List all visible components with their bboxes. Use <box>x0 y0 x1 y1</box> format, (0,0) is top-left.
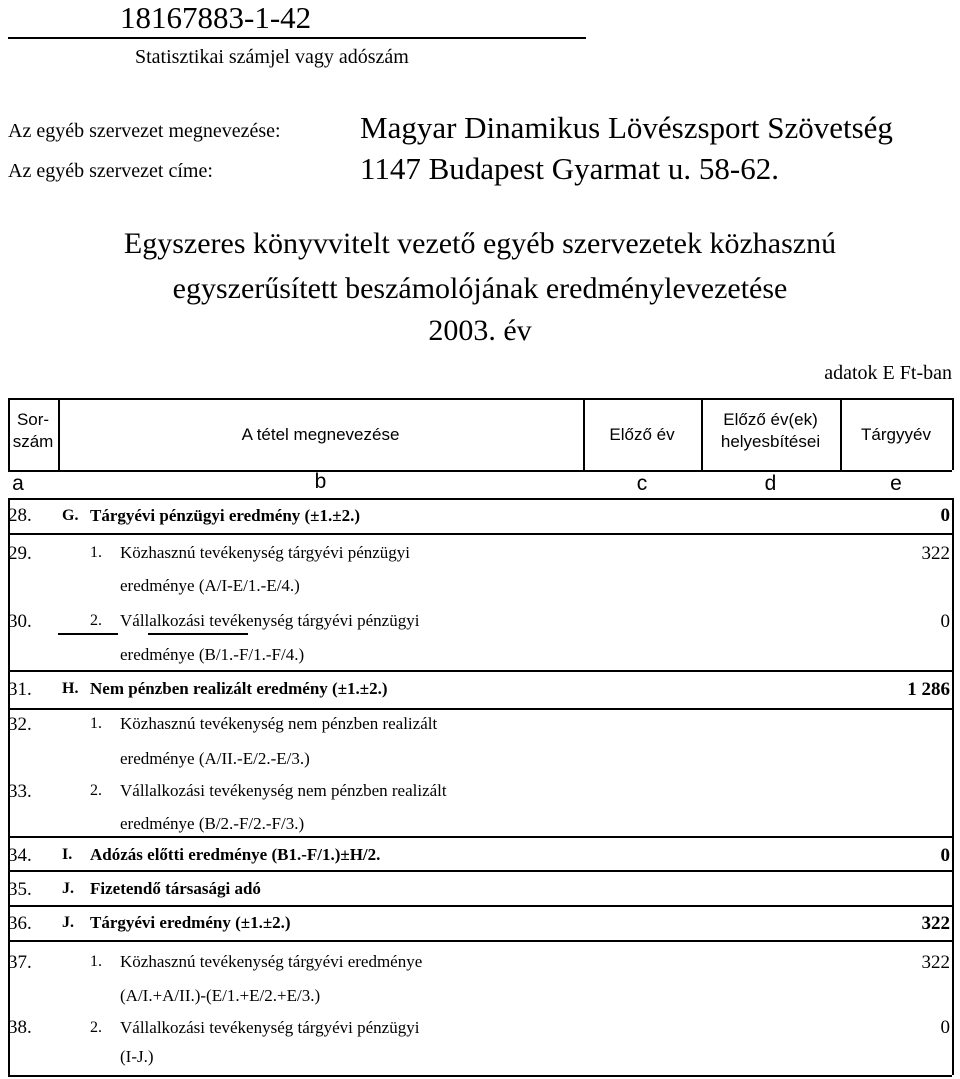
org-name-label: Az egyéb szervezet megnevezése: <box>8 120 281 142</box>
col-header-corrections-top: Előző év(ek) <box>723 410 818 429</box>
row-sub: 1. <box>90 953 102 970</box>
grid-line <box>8 398 952 400</box>
row-line1: Vállalkozási tevékenység tárgyévi pénzügyi <box>120 1018 420 1037</box>
row-line1: Vállalkozási tevékenység nem pénzben realizált <box>120 781 447 800</box>
col-header-name: A tétel megnevezése <box>241 425 400 444</box>
row-sub: 2. <box>90 1019 102 1036</box>
grid-line <box>8 1075 952 1077</box>
row-value: 1 286 <box>907 679 950 700</box>
row-line1: Közhasznú tevékenység nem pénzben realizált <box>120 714 438 733</box>
tax-id-label: Statisztikai számjel vagy adószám <box>135 46 409 68</box>
row-line1: Vállalkozási tevékenység tárgyévi pénzügyi <box>120 611 420 630</box>
row-sub: 2. <box>90 782 102 799</box>
row-value: 322 <box>921 913 950 934</box>
row-sub: G. <box>62 507 79 524</box>
row-value: 0 <box>940 611 950 632</box>
row-number: 32. <box>8 714 32 735</box>
row-line2: (I-J.) <box>120 1047 154 1066</box>
grid-line <box>8 836 952 838</box>
row-sub: H. <box>62 680 79 697</box>
tax-id-underline <box>8 37 586 39</box>
row-line2: eredménye (B/2.-F/2.-F/3.) <box>120 814 305 833</box>
col-letter-b: b <box>314 470 327 493</box>
col-letter-c: c <box>636 472 648 495</box>
grid-line <box>58 633 118 635</box>
report-year: 2003. év <box>428 314 532 347</box>
row-number: 34. <box>8 845 32 866</box>
row-line1: Közhasznú tevékenység tárgyévi pénzügyi <box>120 543 411 562</box>
row-number: 33. <box>8 781 32 802</box>
row-number: 35. <box>8 879 32 900</box>
grid-line <box>8 905 952 907</box>
row-line2: eredménye (A/I-E/1.-E/4.) <box>120 576 300 595</box>
row-value: 322 <box>921 952 950 973</box>
col-header-sorszam-top: Sor- <box>16 410 50 429</box>
row-line1: Nem pénzben realizált eredmény (±1.±2.) <box>90 679 388 698</box>
row-number: 38. <box>8 1017 32 1038</box>
col-header-sorszam <box>8 409 58 453</box>
row-line1: Közhasznú tevékenység tárgyévi eredménye <box>120 952 423 971</box>
grid-line <box>952 498 954 1075</box>
row-line2: (A/I.+A/II.)-(E/1.+E/2.+E/3.) <box>120 986 321 1005</box>
grid-line <box>148 633 248 635</box>
row-sub: 1. <box>90 544 102 561</box>
org-address: 1147 Budapest Gyarmat u. 58-62. <box>360 151 779 186</box>
row-sub: 1. <box>90 715 102 732</box>
row-value: 322 <box>921 543 950 564</box>
row-sub: J. <box>62 914 74 931</box>
report-title-line1: Egyszeres könyvvitelt vezető egyéb szervezetek közhasznú <box>123 227 837 260</box>
row-number: 37. <box>8 952 32 973</box>
row-sub: I. <box>62 846 73 863</box>
col-header-current-year: Tárgyyév <box>861 425 931 444</box>
row-line1: Tárgyévi eredmény (±1.±2.) <box>90 913 291 932</box>
row-number: 29. <box>8 543 32 564</box>
row-line1: Tárgyévi pénzügyi eredmény (±1.±2.) <box>90 506 361 525</box>
row-line2: eredménye (A/II.-E/2.-E/3.) <box>120 749 310 768</box>
col-header-sorszam-bottom: szám <box>12 432 54 451</box>
grid-line <box>8 533 952 535</box>
col-header-prev-year: Előző év <box>609 425 675 444</box>
row-line2: eredménye (B/1.-F/1.-F/4.) <box>120 645 305 664</box>
row-value: 0 <box>940 1017 950 1038</box>
report-title-line2: egyszerűsített beszámolójának eredménylevezetése <box>172 272 788 305</box>
grid-line <box>8 498 952 500</box>
unit-note: adatok E Ft-ban <box>824 362 952 384</box>
grid-line <box>8 940 952 942</box>
row-value: 0 <box>940 845 950 866</box>
row-number: 28. <box>8 505 32 526</box>
grid-line <box>8 670 952 672</box>
grid-line <box>952 398 954 470</box>
row-number: 31. <box>8 679 32 700</box>
grid-line <box>8 708 952 710</box>
col-letter-a: a <box>12 472 24 495</box>
col-header-corrections <box>701 409 840 453</box>
row-line1: Adózás előtti eredménye (B1.-F/1.)±H/2. <box>90 845 381 864</box>
row-line1: Fizetendő társasági adó <box>90 879 261 898</box>
grid-line <box>8 870 952 872</box>
col-header-corrections-bottom: helyesbítései <box>720 432 821 451</box>
org-name: Magyar Dinamikus Lövészsport Szövetség <box>360 110 893 145</box>
org-address-label: Az egyéb szervezet címe: <box>8 160 213 182</box>
row-sub: J. <box>62 880 74 897</box>
row-number: 30. <box>8 611 32 632</box>
col-letter-d: d <box>764 472 777 495</box>
row-value: 0 <box>940 505 950 526</box>
tax-id: 18167883-1-42 <box>120 0 312 35</box>
row-number: 36. <box>8 913 32 934</box>
row-sub: 2. <box>90 612 102 629</box>
col-letter-e: e <box>890 472 902 495</box>
